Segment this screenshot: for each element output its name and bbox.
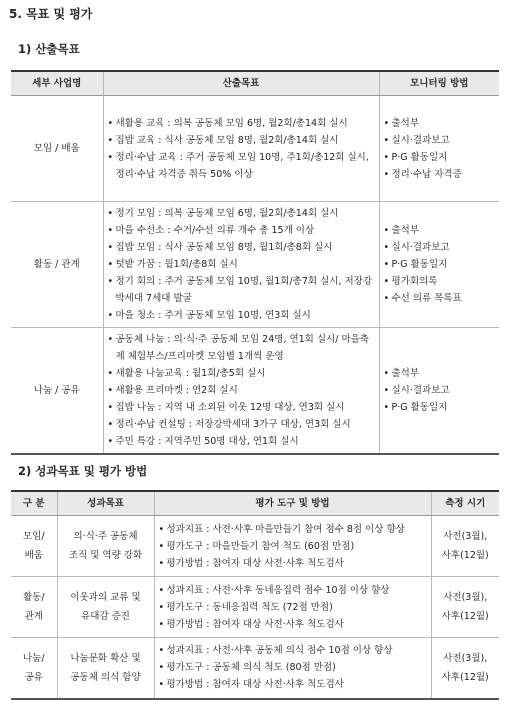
table-row (11, 96, 499, 202)
methods-cell (154, 577, 431, 638)
goal-item: • 집밥 교육 : 식사 공동체 모임 8명, 월2회/총14회 실시 (108, 132, 376, 149)
monitoring-item: • 수선 의류 목록표 (384, 290, 497, 307)
monitoring-item: • 평가회의록 (384, 273, 497, 290)
monitoring-item: • P·G 활동일지 (384, 399, 497, 416)
goal-item: • 정기 회의 : 주거 공동체 모임 10명, 월1회/총7회 실시, 저장강박세대 7세대 발굴 (108, 273, 376, 307)
monitoring-item: • 정리·수납 자격증 (384, 166, 497, 183)
table-row (11, 638, 499, 699)
division-line: 모임/ (22, 531, 45, 542)
method-item: • 평가방법 : 참여자 대상 사전·사후 척도검사 (159, 555, 428, 572)
monitoring-item: • P·G 활동일지 (384, 149, 497, 166)
outcome-goal-line: 유대감 증진 (81, 611, 130, 622)
method-item: • 성과지표 : 사전·사후 마을만들기 참여 점수 8점 이상 향상 (159, 521, 428, 538)
goals-cell (103, 328, 379, 455)
outcome-goal-cell (57, 516, 154, 577)
goal-item: • 새활용 프리마켓 : 연2회 실시 (108, 382, 376, 399)
method-item: • 성과지표 : 사전·사후 공동체 의식 점수 10점 이상 향상 (159, 642, 428, 659)
monitoring-cell (379, 96, 499, 202)
outcome-goal-line: 공동체 의식 함양 (70, 671, 141, 683)
goal-item: • 마을 수선소 : 수거/수선 의류 개수 총 15개 이상 (108, 222, 376, 239)
timing-line: 사후(12월) (441, 550, 489, 561)
division-line: 관계 (24, 611, 43, 622)
method-item: • 성과지표 : 사전·사후 동네응집력 점수 10점 이상 향상 (159, 582, 428, 599)
method-item: • 평가방법 : 참여자 대상 사전·사후 척도검사 (159, 616, 428, 633)
timing-line: 사후(12월) (441, 671, 489, 683)
output-goals-title: 1) 산출목표 (18, 42, 80, 56)
methods-cell (154, 638, 431, 699)
outcome-goals-title: 2) 성과목표 및 평가 방법 (18, 464, 148, 478)
table-row (11, 516, 499, 577)
monitoring-item: • 출석부 (384, 115, 497, 132)
goal-item: • 정리·수납 컨설팅 : 저장강박세대 3가구 대상, 연3회 실시 (108, 416, 376, 433)
goals-cell (103, 202, 379, 328)
methods-cell (154, 516, 431, 577)
timing-cell (431, 638, 499, 699)
method-item: • 평가방법 : 참여자 대상 사전·사후 척도검사 (159, 676, 428, 693)
goal-item: • 새활용 교육 : 의복 공동체 모임 6명, 월2회/총14회 실시 (108, 115, 376, 132)
outcome-goal-line: 이웃과의 교류 및 (70, 592, 141, 603)
outcome-goals-table (11, 490, 499, 700)
monitoring-item: • 출석부 (384, 222, 497, 239)
outcome-goal-cell (57, 577, 154, 638)
table-header-row (11, 71, 499, 96)
outcome-goal-cell (57, 638, 154, 699)
program-name: 나눔 / 공유 (11, 328, 103, 455)
monitoring-item: • P·G 활동일지 (384, 256, 497, 273)
division-line: 배움 (24, 550, 43, 561)
timing-cell (431, 516, 499, 577)
column-header: 평가 도구 및 방법 (154, 491, 431, 516)
goal-item: • 주민 특강 : 지역주민 50명 대상, 연1회 실시 (108, 433, 376, 450)
monitoring-item: • 출석부 (384, 365, 497, 382)
goal-item: • 집밥 나눔 : 지역 내 소외된 이웃 12명 대상, 연3회 실시 (108, 399, 376, 416)
timing-line: 사후(12월) (441, 611, 489, 622)
goal-item: • 텃밭 가꿈 : 월1회/총8회 실시 (108, 256, 376, 273)
monitoring-item: • 실시·결과보고 (384, 239, 497, 256)
outcome-goal-line: 나눔문화 확산 및 (70, 652, 141, 664)
section-heading: 5. 목표 및 평가 (9, 7, 93, 21)
goal-item: • 마을 청소 : 주거 공동체 모임 10명, 연3회 실시 (108, 307, 376, 324)
table-row (11, 328, 499, 455)
timing-line: 사전(3월), (443, 531, 488, 542)
method-item: • 평가도구 : 동네응집력 척도 (72점 만점) (159, 599, 428, 616)
goal-item: • 집밥 모임 : 식사 공동체 모임 8명, 월1회/총8회 실시 (108, 239, 376, 256)
goal-item: • 새활용 나눔교육 : 월1회/총5회 실시 (108, 365, 376, 382)
column-header: 모니터링 방법 (379, 71, 499, 96)
column-header: 측정 시기 (431, 491, 499, 516)
timing-line: 사전(3월), (443, 652, 488, 664)
goals-cell (103, 96, 379, 202)
division-cell (11, 638, 57, 699)
division-line: 활동/ (22, 592, 45, 603)
division-cell (11, 516, 57, 577)
column-header: 세부 사업명 (11, 71, 103, 96)
table-header-row (11, 491, 499, 516)
column-header: 산출목표 (103, 71, 379, 96)
goal-item: • 정리·수납 교육 : 주거 공동체 모임 10명, 주1회/총12회 실시, 정리·수납 자격증 취득 50% 이상 (108, 149, 376, 183)
table-row (11, 202, 499, 328)
outcome-goal-line: 조직 및 역량 강화 (68, 550, 143, 561)
method-item: • 평가도구 : 공동체 의식 척도 (80점 만점) (159, 659, 428, 676)
monitoring-cell (379, 202, 499, 328)
monitoring-item: • 실시·결과보고 (384, 382, 497, 399)
monitoring-cell (379, 328, 499, 455)
program-name: 모임 / 배움 (11, 96, 103, 202)
program-name: 활동 / 관계 (11, 202, 103, 328)
division-cell (11, 577, 57, 638)
table-row (11, 577, 499, 638)
division-line: 공유 (24, 671, 43, 683)
monitoring-item: • 실시·결과보고 (384, 132, 497, 149)
column-header: 구 분 (11, 491, 57, 516)
timing-cell (431, 577, 499, 638)
outcome-goal-line: 의·식·주 공동체 (73, 531, 138, 542)
goal-item: • 공동체 나눔 : 의·식·주 공동체 모임 24명, 연1회 실시/ 마을축제 체험부스/프리마켓 모임별 1개씩 운영 (108, 331, 376, 365)
output-goals-table (11, 70, 499, 455)
timing-line: 사전(3월), (443, 592, 488, 603)
method-item: • 평가도구 : 마을만들기 참여 척도 (60점 만점) (159, 538, 428, 555)
division-line: 나눔/ (22, 652, 45, 664)
goal-item: • 정기 모임 : 의복 공동체 모임 6명, 월2회/총14회 실시 (108, 205, 376, 222)
column-header: 성과목표 (57, 491, 154, 516)
